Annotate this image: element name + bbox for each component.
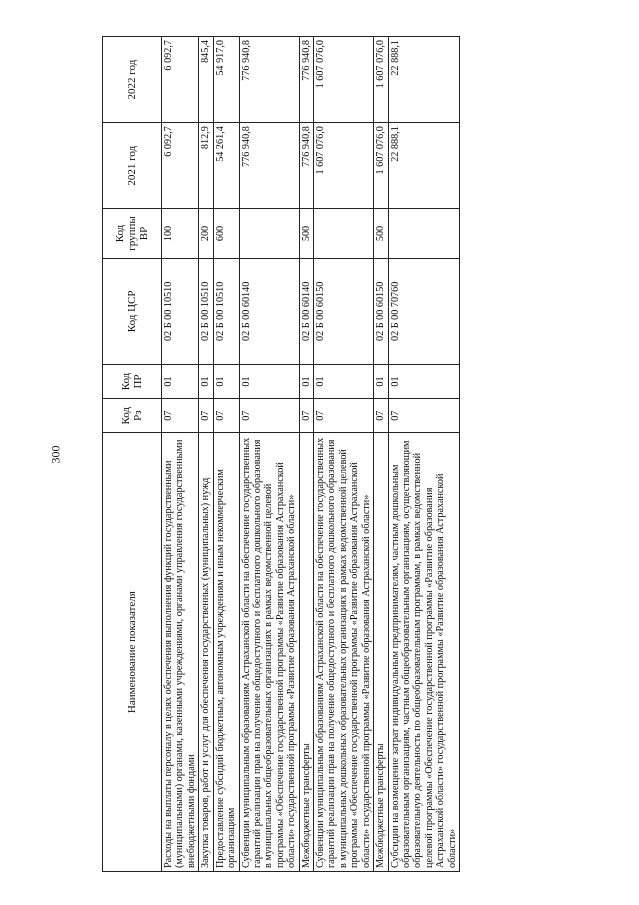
cell-y2021: 776 940,8 [239,123,299,209]
cell-y2022: 776 940,8 [299,37,313,123]
cell-pr: 01 [388,364,460,398]
cell-pr: 01 [239,364,299,398]
cell-rz: 07 [162,399,199,433]
cell-y2022: 1 607 076,0 [374,37,388,123]
header-pr: Код ПР [103,364,162,398]
cell-y2021: 1 607 076,0 [374,123,388,209]
cell-csr: 02 Б 00 60140 [239,258,299,364]
cell-csr: 02 Б 00 60140 [299,258,313,364]
cell-vr [314,209,374,259]
cell-y2022: 22 888,1 [388,37,460,123]
header-name: Наименование показателя [103,433,162,872]
cell-vr: 600 [213,209,239,259]
cell-y2021: 22 888,1 [388,123,460,209]
cell-pr: 01 [162,364,199,398]
cell-y2022: 776 940,8 [239,37,299,123]
cell-name: Закупка товаров, работ и услуг для обеспечения государственных (муниципальных) нужд [199,433,213,872]
cell-csr: 02 Б 00 60150 [314,258,374,364]
cell-y2021: 6 092,7 [162,123,199,209]
table-header-row [103,37,162,872]
cell-csr: 02 Б 00 10510 [162,258,199,364]
cell-pr: 01 [314,364,374,398]
header-2022: 2022 год [103,37,162,123]
table-row [388,37,460,872]
rotated-table-wrapper [102,36,466,872]
cell-rz: 07 [314,399,374,433]
table-row [299,37,313,872]
cell-name: Межбюджетные трансферты [374,433,388,872]
cell-name: Субсидии на возмещение затрат индивидуальным предпринимателям, частным дошкольным образовательным организациям, частным общеобразовательным организациям, осуществляющим образовательную деятельность по общеобразовательным программам, в рамках ведомственной целевой программы «Обеспечение государственной программы «Развитие образования Астраханской области» государственной программы «Развитие образования Астраханской области» [388,433,460,872]
header-2021: 2021 год [103,123,162,209]
cell-rz: 07 [388,399,460,433]
cell-rz: 07 [199,399,213,433]
table-body [162,37,460,872]
cell-pr: 01 [374,364,388,398]
cell-pr: 01 [299,364,313,398]
cell-vr: 100 [162,209,199,259]
cell-rz: 07 [213,399,239,433]
cell-rz: 07 [299,399,313,433]
table-row [199,37,213,872]
cell-name: Расходы на выплаты персоналу в целях обеспечения выполнения функций государственными (муниципальными) органами, казенными учреждениями, органами управления государственными внебюджетными фондами [162,433,199,872]
table-row [239,37,299,872]
table-row [374,37,388,872]
cell-name: Предоставление субсидий бюджетным, автономным учреждениям и иным некоммерческим организациям [213,433,239,872]
cell-pr: 01 [213,364,239,398]
cell-csr: 02 Б 00 70760 [388,258,460,364]
header-rz: Код Рз [103,399,162,433]
cell-vr: 200 [199,209,213,259]
cell-csr: 02 Б 00 10510 [213,258,239,364]
cell-y2021: 812,9 [199,123,213,209]
cell-vr: 500 [299,209,313,259]
cell-name: Субвенции муниципальным образованиям Астраханской области на обеспечение государственных гарантий реализации прав на получение общедоступного и бесплатного дошкольного образования в муниципальных дошкольных образовательных организациях в рамках ведомственной целевой программы «Обеспечение государственной программы «Развитие образования Астраханской области» государственной программы «Развитие образования Астраханской области» [314,433,374,872]
cell-pr: 01 [199,364,213,398]
cell-y2022: 54 917,0 [213,37,239,123]
cell-csr: 02 Б 00 60150 [374,258,388,364]
cell-y2021: 1 607 076,0 [314,123,374,209]
table-row [314,37,374,872]
cell-rz: 07 [374,399,388,433]
budget-table [102,36,460,872]
cell-name: Межбюджетные трансферты [299,433,313,872]
table-row [162,37,199,872]
cell-y2022: 6 092,7 [162,37,199,123]
cell-y2022: 1 607 076,0 [314,37,374,123]
cell-vr [239,209,299,259]
cell-rz: 07 [239,399,299,433]
cell-y2022: 845,4 [199,37,213,123]
cell-y2021: 776 940,8 [299,123,313,209]
header-csr: Код ЦСР [103,258,162,364]
table-row [213,37,239,872]
cell-name: Субвенции муниципальным образованиям Астраханской области на обеспечение государственных гарантий реализации прав на получение общедоступного и бесплатного дошкольного образования в муниципальных общеобразовательных организациях в рамках ведомственной целевой программы «Обеспечение государственной программы «Развитие образования Астраханской области» государственной программы «Развитие образования Астраханской области» [239,433,299,872]
page-number: 300 [48,445,63,464]
cell-vr [388,209,460,259]
cell-vr: 500 [374,209,388,259]
header-vr: Код группы ВР [103,209,162,259]
cell-csr: 02 Б 00 10510 [199,258,213,364]
cell-y2021: 54 261,4 [213,123,239,209]
